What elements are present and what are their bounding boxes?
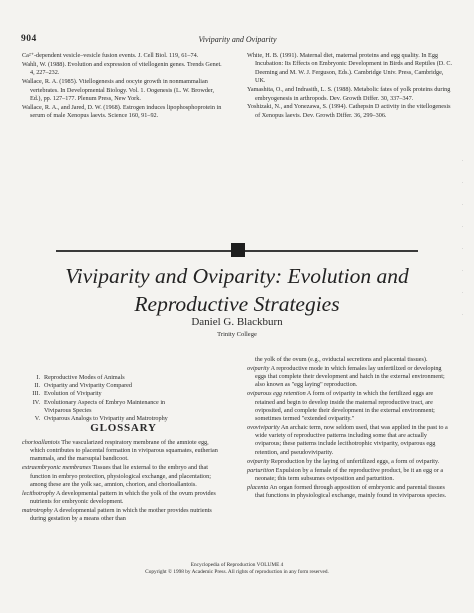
glossary-entry	[247, 365, 454, 390]
page-number: 904	[21, 34, 37, 44]
outline-item	[22, 399, 225, 407]
glossary-term: matrotrophy	[22, 507, 53, 515]
margin-scan-marks: · · · · · · · ·	[462, 158, 464, 317]
reference-entry: Yamashita, O., and Indrasith, L. S. (1988). Metabolic fates of yolk proteins during embryogenesis in arthropods. Dev. Growth Differ. 30, 337–347.	[247, 86, 451, 102]
outline-text: Viviparous Species	[44, 406, 92, 414]
glossary-entry	[22, 464, 225, 489]
references-right-column	[247, 52, 454, 121]
glossary-left-column	[22, 439, 225, 524]
outline-item	[22, 382, 225, 390]
page-footer	[0, 562, 474, 576]
glossary-definition: A developmental pattern in which the mother provides nutrients during gestation by a means other than	[30, 507, 212, 523]
outline-number: V.	[34, 415, 40, 423]
glossary-entry	[247, 458, 454, 466]
glossary-definition: A reproductive mode in which females lay unfertilized or developing eggs that complete their development and hatch in the external environment; also known as "egg laying" reproduction.	[255, 365, 445, 389]
outline-number: II.	[34, 382, 40, 390]
running-title: Viviparity and Oviparity	[198, 35, 277, 44]
glossary-entry	[22, 439, 225, 464]
glossary-definition: The vascularized respiratory membrane of the amniote egg, which contributes to placental formation in viviparous squamates, eutherian mammals, and the marsupial bandicoot.	[30, 439, 218, 463]
page-header	[21, 34, 454, 46]
author-name: Daniel G. Blackburn	[191, 316, 283, 328]
glossary-definition: A form of oviparity in which the fertilized eggs are retained and begin to develop inside the maternal reproductive tract, are oviposited, and complete their development in the external environment; sometimes termed "extended oviparity."	[255, 390, 435, 423]
glossary-term: oviparous egg retention	[247, 390, 306, 398]
glossary-term: extraembryonic membranes	[22, 464, 91, 472]
glossary-term: chorioallantois	[22, 439, 60, 446]
outline-text: Reproductive Modes of Animals	[44, 374, 125, 381]
references-left-column	[22, 52, 225, 121]
article-outline	[22, 374, 225, 423]
glossary-term: parturition	[247, 466, 275, 474]
glossary-entry	[247, 484, 454, 500]
outline-number: III.	[32, 390, 40, 398]
reference-entry: Wahli, W. (1988). Evolution and expression of vitellogenin genes. Trends Genet. 4, 227–232.	[22, 60, 222, 77]
glossary-definition: A developmental pattern in which the yolk of the ovum provides nutrients for embryonic development.	[30, 489, 216, 506]
glossary-continuation: the yolk of the ovum (e.g., oviductal secretions and placental tissues).	[255, 356, 428, 363]
outline-item	[22, 374, 225, 382]
footer-copyright-line: Copyright © 1998 by Academic Press. All rights of reproduction in any form reserved.	[145, 569, 329, 575]
glossary-definition: An organ formed through apposition of embryonic and parental tissues that functions in physiological exchange, mainly found in viviparous species.	[255, 483, 447, 500]
footer-encyclopedia-line: Encyclopedia of Reproduction VOLUME 4	[190, 562, 284, 568]
outline-text: Evolution of Viviparity	[44, 390, 102, 398]
glossary-entry	[247, 467, 454, 483]
reference-entry: Ca²⁺-dependent vesicle–vesicle fusion events. J. Cell Biol. 119, 61–74.	[22, 52, 199, 59]
reference-entry: Wallace, R. A., and Jared, D. W. (1968). Estrogen induces lipophosphoprotein in serum of male Xenopus laevis. Science 160, 91–92.	[22, 103, 222, 120]
glossary-entry	[247, 390, 454, 423]
outline-text: Oviparous Analogs to Viviparity and Matrotrophy	[44, 415, 168, 423]
glossary-entry	[22, 490, 225, 506]
glossary-heading: GLOSSARY	[90, 422, 157, 434]
reference-entry: Wallace, R. A. (1985). Vitellogenesis and oocyte growth in nonmammalian vertebrates. In Developmental Biology. Vol. 1. Oogenesis (L. W. Browder, Ed.), pp. 127–177. Plenum Press, New York.	[22, 78, 215, 103]
glossary-definition: Reproduction by the laying of unfertilized eggs, a form of oviparity.	[270, 457, 440, 465]
article-title-line-2: Reproductive Strategies	[134, 292, 340, 316]
article-title	[40, 262, 434, 318]
reference-entry: Yoshizaki, N., and Yonezawa, S. (1994). Cathepsin D activity in the vitellogenesis of Xenopus laevis. Dev. Growth Differ. 36, 299–306.	[247, 103, 451, 119]
reference-entry: White, H. B. (1991). Maternal diet, maternal proteins and egg quality. In Egg Incubation: Its Effects on Embryonic Development in Birds and Reptiles (D. C. Deeming and M. W. J. Ferguson, Eds.). Cambridge Univ. Press, Cambridge, UK.	[247, 52, 452, 85]
outline-number: IV.	[32, 398, 40, 406]
glossary-term: oviparity	[247, 365, 270, 372]
glossary-entry	[247, 424, 454, 457]
section-divider-square	[231, 243, 245, 257]
glossary-right-column	[247, 356, 454, 501]
outline-item	[22, 407, 225, 415]
glossary-term: oviparity	[247, 457, 270, 465]
glossary-entry	[22, 507, 225, 523]
glossary-definition: Expulsion by a female of the reproductive product, be it an egg or a neonate; this term subsumes oviposition and parturition.	[255, 466, 444, 482]
glossary-term: ovoviviparity	[247, 424, 280, 432]
glossary-term: placenta	[247, 483, 269, 491]
outline-item	[22, 390, 225, 398]
outline-number: I.	[36, 374, 40, 381]
glossary-definition: Tissues that lie external to the embryo and that function in embryo protection, physiological exchange, and placentation; among these are the yolk sac, amnion, chorion, and chorioallantois.	[30, 464, 211, 488]
glossary-term: lecithotrophy	[22, 489, 55, 497]
outline-text: Oviparity and Viviparity Compared	[44, 382, 133, 390]
outline-text: Evolutionary Aspects of Embryo Maintenance in	[44, 398, 166, 406]
author-affiliation: Trinity College	[217, 331, 257, 338]
article-title-line-1: Viviparity and Oviparity: Evolution and	[65, 264, 409, 288]
glossary-definition: An archaic term, now seldom used, that was applied in the past to a wide variety of reproductive patterns including some that are actually oviparous; these patterns include lecithotrophic viviparity, oviparous egg retention, and pseudoviviparity.	[255, 424, 448, 456]
